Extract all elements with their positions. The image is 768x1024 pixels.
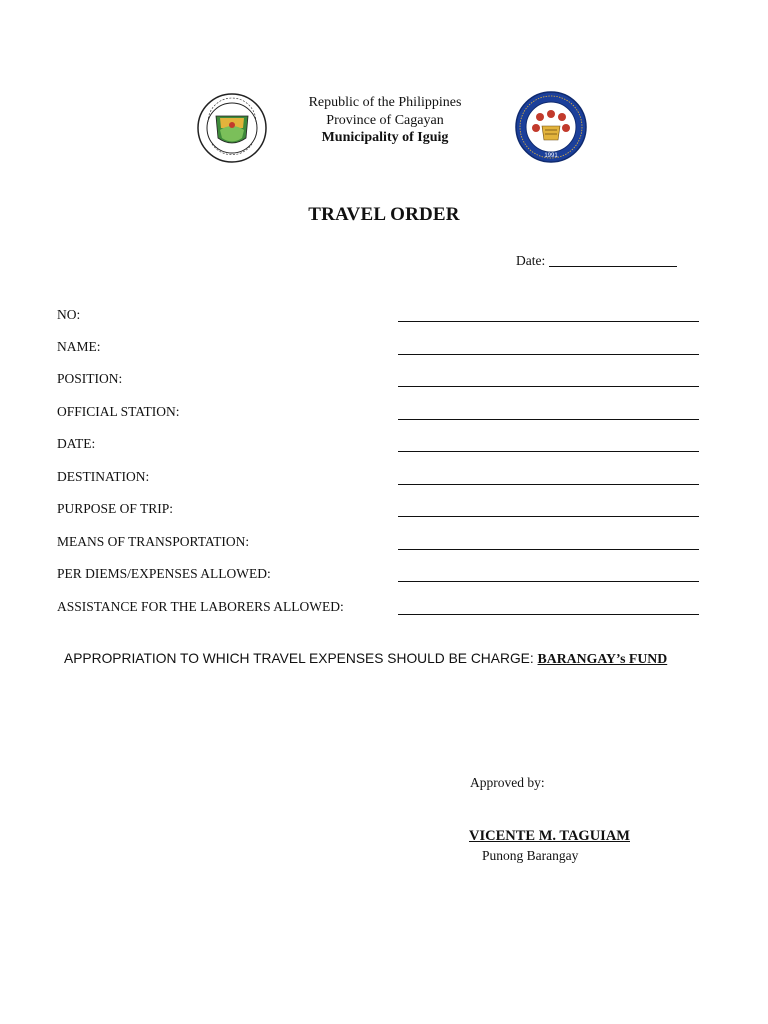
field-line-per-diems[interactable] <box>398 581 699 582</box>
date-blank-line[interactable] <box>549 253 677 267</box>
field-label-laborers-assistance: ASSISTANCE FOR THE LABORERS ALLOWED: <box>57 599 344 614</box>
signatory-position: Punong Barangay <box>482 848 579 863</box>
field-label-transportation: MEANS OF TRANSPORTATION: <box>57 534 250 549</box>
field-label-name: NAME: <box>57 339 101 354</box>
field-line-no[interactable] <box>398 321 699 322</box>
field-label-per-diems: PER DIEMS/EXPENSES ALLOWED: <box>57 566 271 581</box>
field-label-position: POSITION: <box>57 371 123 386</box>
field-line-position[interactable] <box>398 386 699 387</box>
municipal-seal-icon <box>196 92 268 164</box>
field-label-official-station: OFFICIAL STATION: <box>57 404 180 419</box>
field-line-laborers-assistance[interactable] <box>398 614 699 615</box>
field-line-official-station[interactable] <box>398 419 699 420</box>
document-title: TRAVEL ORDER <box>308 204 460 225</box>
field-line-purpose[interactable] <box>398 516 699 517</box>
date-field <box>516 253 677 269</box>
field-line-name[interactable] <box>398 354 699 355</box>
field-label-purpose: PURPOSE OF TRIP: <box>57 501 174 516</box>
field-line-destination[interactable] <box>398 484 699 485</box>
header-municipality: Municipality of Iguig <box>321 130 449 145</box>
field-line-date[interactable] <box>398 451 699 452</box>
barangay-league-seal-icon <box>514 90 588 164</box>
svg-text:1991: 1991 <box>544 153 558 159</box>
signatory-name: VICENTE M. TAGUIAM <box>469 828 630 844</box>
document-header <box>270 94 500 147</box>
field-label-no: NO: <box>57 307 81 322</box>
appropriation-statement <box>64 650 704 668</box>
header-province: Province of Cagayan <box>326 112 444 128</box>
field-label-date: DATE: <box>57 436 96 451</box>
field-label-destination: DESTINATION: <box>57 469 150 484</box>
appropriation-text: APPROPRIATION TO WHICH TRAVEL EXPENSES SHOULD BE CHARGE: <box>64 651 538 666</box>
header-republic: Republic of the Philippines <box>308 95 462 110</box>
approved-by-label: Approved by: <box>470 775 545 790</box>
appropriation-fund: BARANGAY’s FUND <box>537 651 668 666</box>
date-label: Date: <box>516 253 546 268</box>
field-line-transportation[interactable] <box>398 549 699 550</box>
